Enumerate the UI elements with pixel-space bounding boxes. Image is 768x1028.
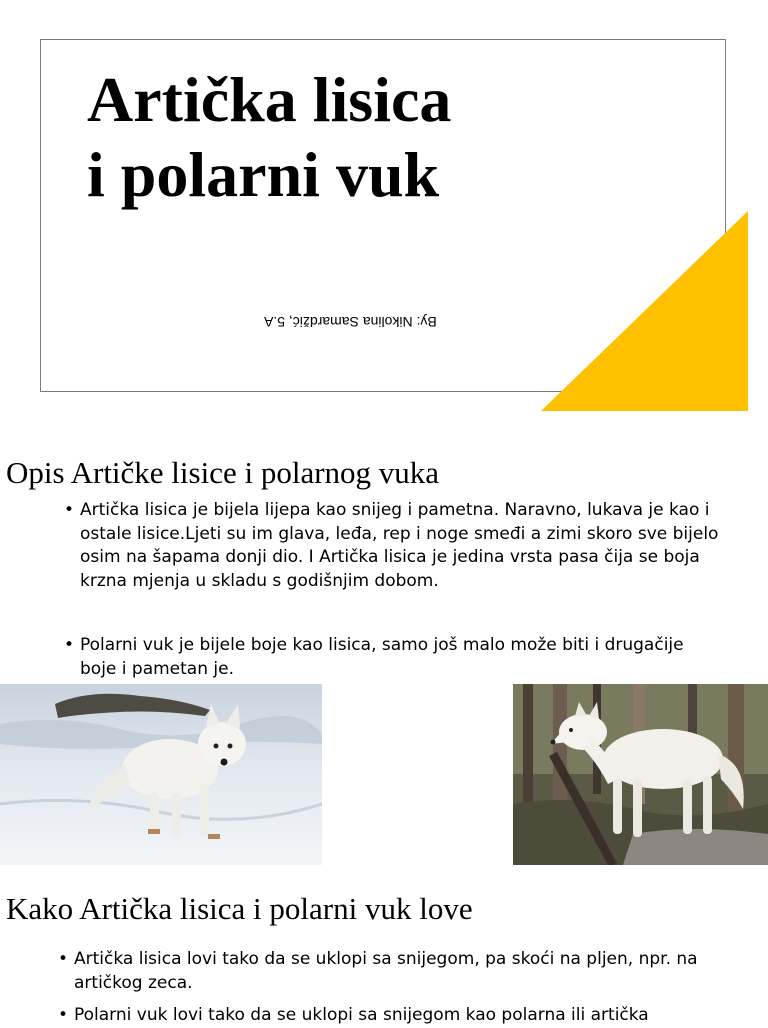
bullet-text-fox-hunting: Artička lisica lovi tako da se uklopi sa snijegom, pa skoći na pljen, npr. na artičkog zeca.	[74, 949, 698, 993]
title-line-2: i polarni vuk	[87, 139, 440, 210]
title-line-1: Artička lisica	[87, 64, 452, 135]
description-list	[64, 499, 724, 681]
section-heading-hunting: Kako Artička lisica i polarni vuk love	[6, 891, 473, 926]
accent-triangle	[541, 211, 748, 411]
list-item	[64, 499, 724, 593]
bullet-text-fox: Artička lisica je bijela lijepa kao snijeg i pametna. Naravno, lukava je kao i ostale lisice.Ljeti su im glava, leđa, rep i noge smeđi a zimi skoro sve bijelo osim na šapama donji dio. I Artička lisica je jedina vrsta pasa čija se boja krzna mjenja u skladu s godišnjim dobom.	[80, 500, 719, 591]
slide-title	[87, 62, 451, 212]
bullet-text-wolf-hunting: Polarni vuk lovi tako da se uklopi sa snijegom kao polarna ili artička	[74, 1005, 649, 1025]
list-item	[64, 634, 724, 681]
arctic-fox-photo	[0, 684, 322, 865]
bullet-text-wolf: Polarni vuk je bijele boje kao lisica, samo još malo može biti i drugačije boje i pametan je.	[80, 635, 684, 679]
hunting-list	[58, 948, 718, 1028]
polar-wolf-photo	[513, 684, 768, 865]
author-byline: By: Nikolina Samardžić, 5.A	[264, 314, 437, 330]
section-heading-description: Opis Artičke lisice i polarnog vuka	[6, 455, 440, 490]
list-item	[58, 948, 718, 995]
